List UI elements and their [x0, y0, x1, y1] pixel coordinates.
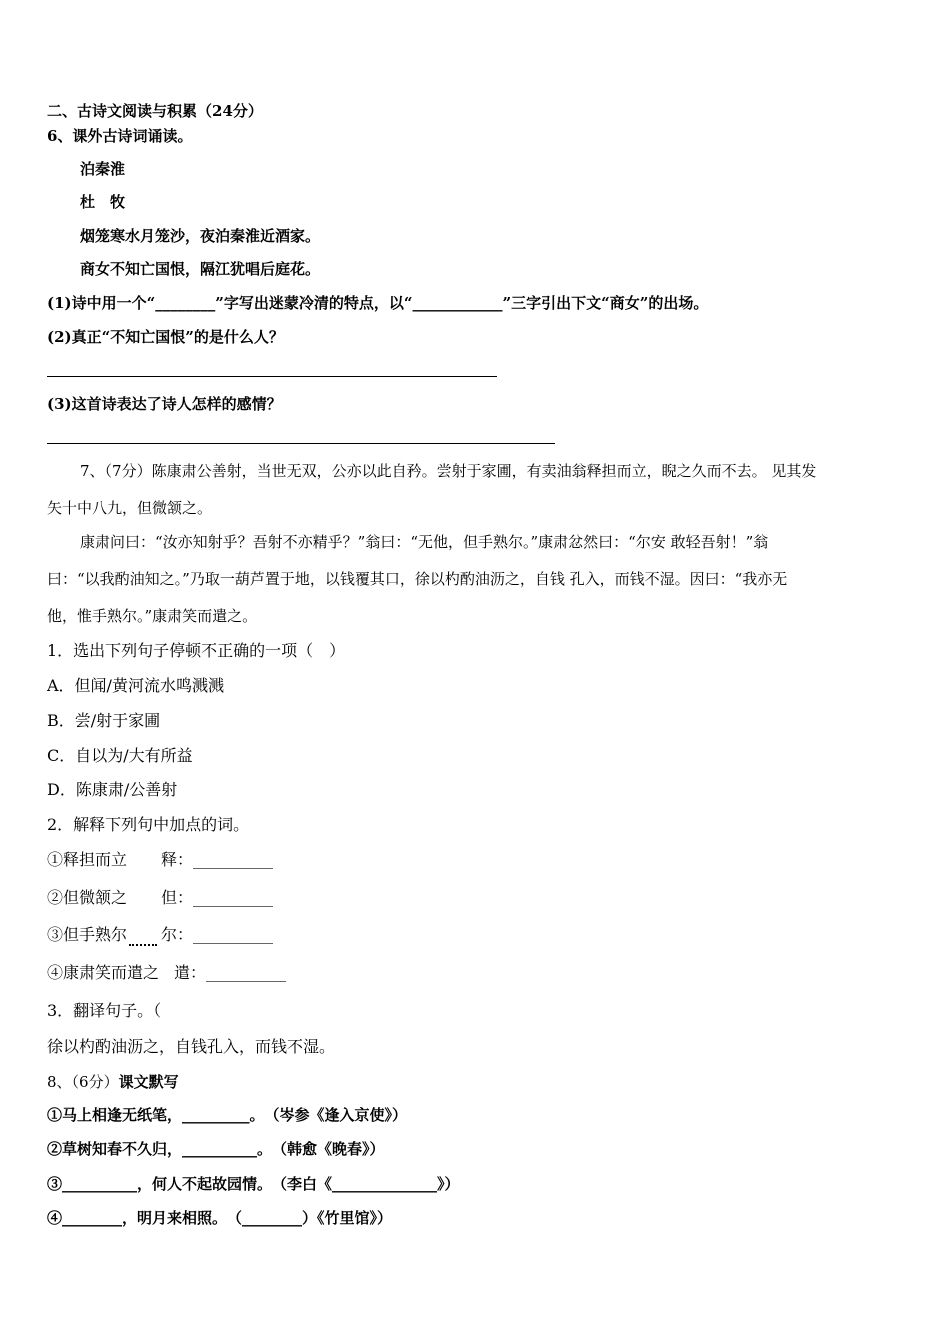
- section-title: 二、古诗文阅读与积累（24分）: [47, 102, 263, 120]
- word-item-1-answer: 释：__________: [161, 850, 274, 869]
- word-item-2-answer: 但：__________: [161, 888, 274, 907]
- question-8-title: 课文默写: [118, 1073, 179, 1091]
- word-item-4-sentence: ④康肃笑而遣之: [47, 963, 160, 982]
- word-item-1-sentence: ①释担而立: [47, 850, 128, 869]
- question-8-number: 8、（6分）: [47, 1073, 119, 1091]
- translate-sentence: 徐以杓酌油沥之，自钱孔入，而钱不湿。: [47, 1037, 336, 1056]
- question-6-heading: 6、课外古诗词诵读。: [47, 127, 193, 145]
- passage-para-2-line-2: 曰：“以我酌油知之。”乃取一葫芦置于地，以钱覆其口，徐以杓酌油沥之，自钱 孔入，而钱不湿。因曰：“我亦无: [47, 570, 788, 588]
- poem-title: 泊秦淮: [80, 160, 126, 178]
- option-d: D．陈康肃/公善射: [47, 780, 178, 799]
- question-8-heading: [47, 1075, 179, 1090]
- emphasis-dots: [129, 944, 157, 946]
- word-item-2-sentence: ②但微颔之: [47, 888, 128, 907]
- word-item-4-answer: 遣：__________: [174, 963, 287, 982]
- passage-para-2-line-3: 他，惟手熟尔。”康肃笑而遣之。: [47, 607, 258, 625]
- option-a: A．但闻/黄河流水鸣溅溅: [47, 676, 224, 695]
- passage-para-2-line-1: 康肃问曰：“汝亦知射乎？吾射不亦精乎？”翁曰：“无他，但手熟尔。”康肃忿然曰：“尔安 敢轻吾射！”翁: [80, 533, 769, 551]
- option-b: B．尝/射于家圃: [47, 711, 161, 730]
- answer-line-q6-3: [47, 443, 555, 444]
- question-6-sub-2: (2)真正“不知亡国恨”的是什么人？: [47, 328, 284, 346]
- question-7-sub-1: 1．选出下列句子停顿不正确的一项（ ）: [47, 641, 346, 660]
- poem-author: 杜 牧: [80, 193, 126, 211]
- question-6-sub-1: (1)诗中用一个“________”字写出迷蒙冷清的特点，以“____________”三字引出下文“商女”的出场。: [47, 294, 709, 312]
- question-7-sub-2: 2．解释下列句中加点的词。: [47, 815, 250, 834]
- recite-line-2: ②草树知春不久归，__________。 （韩愈《晚春》）: [47, 1140, 385, 1158]
- option-c: C．自以为/大有所益: [47, 746, 193, 765]
- passage-para-1-line-2: 矢十中八九，但微颔之。: [47, 499, 213, 517]
- answer-line-q6-2: [47, 376, 497, 377]
- word-item-3-answer: 尔：__________: [161, 925, 274, 944]
- recite-line-3: ③__________，何人不起故园情。 （李白《______________》）: [47, 1175, 460, 1193]
- passage-para-1-line-1: 7、（7分）陈康肃公善射，当世无双，公亦以此自矜。尝射于家圃，有卖油翁释担而立，睨之久而不去。 见其发: [80, 462, 817, 480]
- recite-line-1: ①马上相逢无纸笔，_________。 （岑参《逢入京使》）: [47, 1106, 408, 1124]
- poem-line-1: 烟笼寒水月笼沙，夜泊秦淮近酒家。: [80, 227, 321, 245]
- poem-line-2: 商女不知亡国恨，隔江犹唱后庭花。: [80, 260, 321, 278]
- question-6-sub-3: (3)这首诗表达了诗人怎样的感情？: [47, 395, 282, 413]
- recite-line-4: ④________，明月来相照。 （________）《竹里馆》）: [47, 1209, 393, 1227]
- question-7-sub-3: 3．翻译句子。（: [47, 1001, 162, 1020]
- word-item-3-sentence: ③但手熟尔: [47, 925, 128, 944]
